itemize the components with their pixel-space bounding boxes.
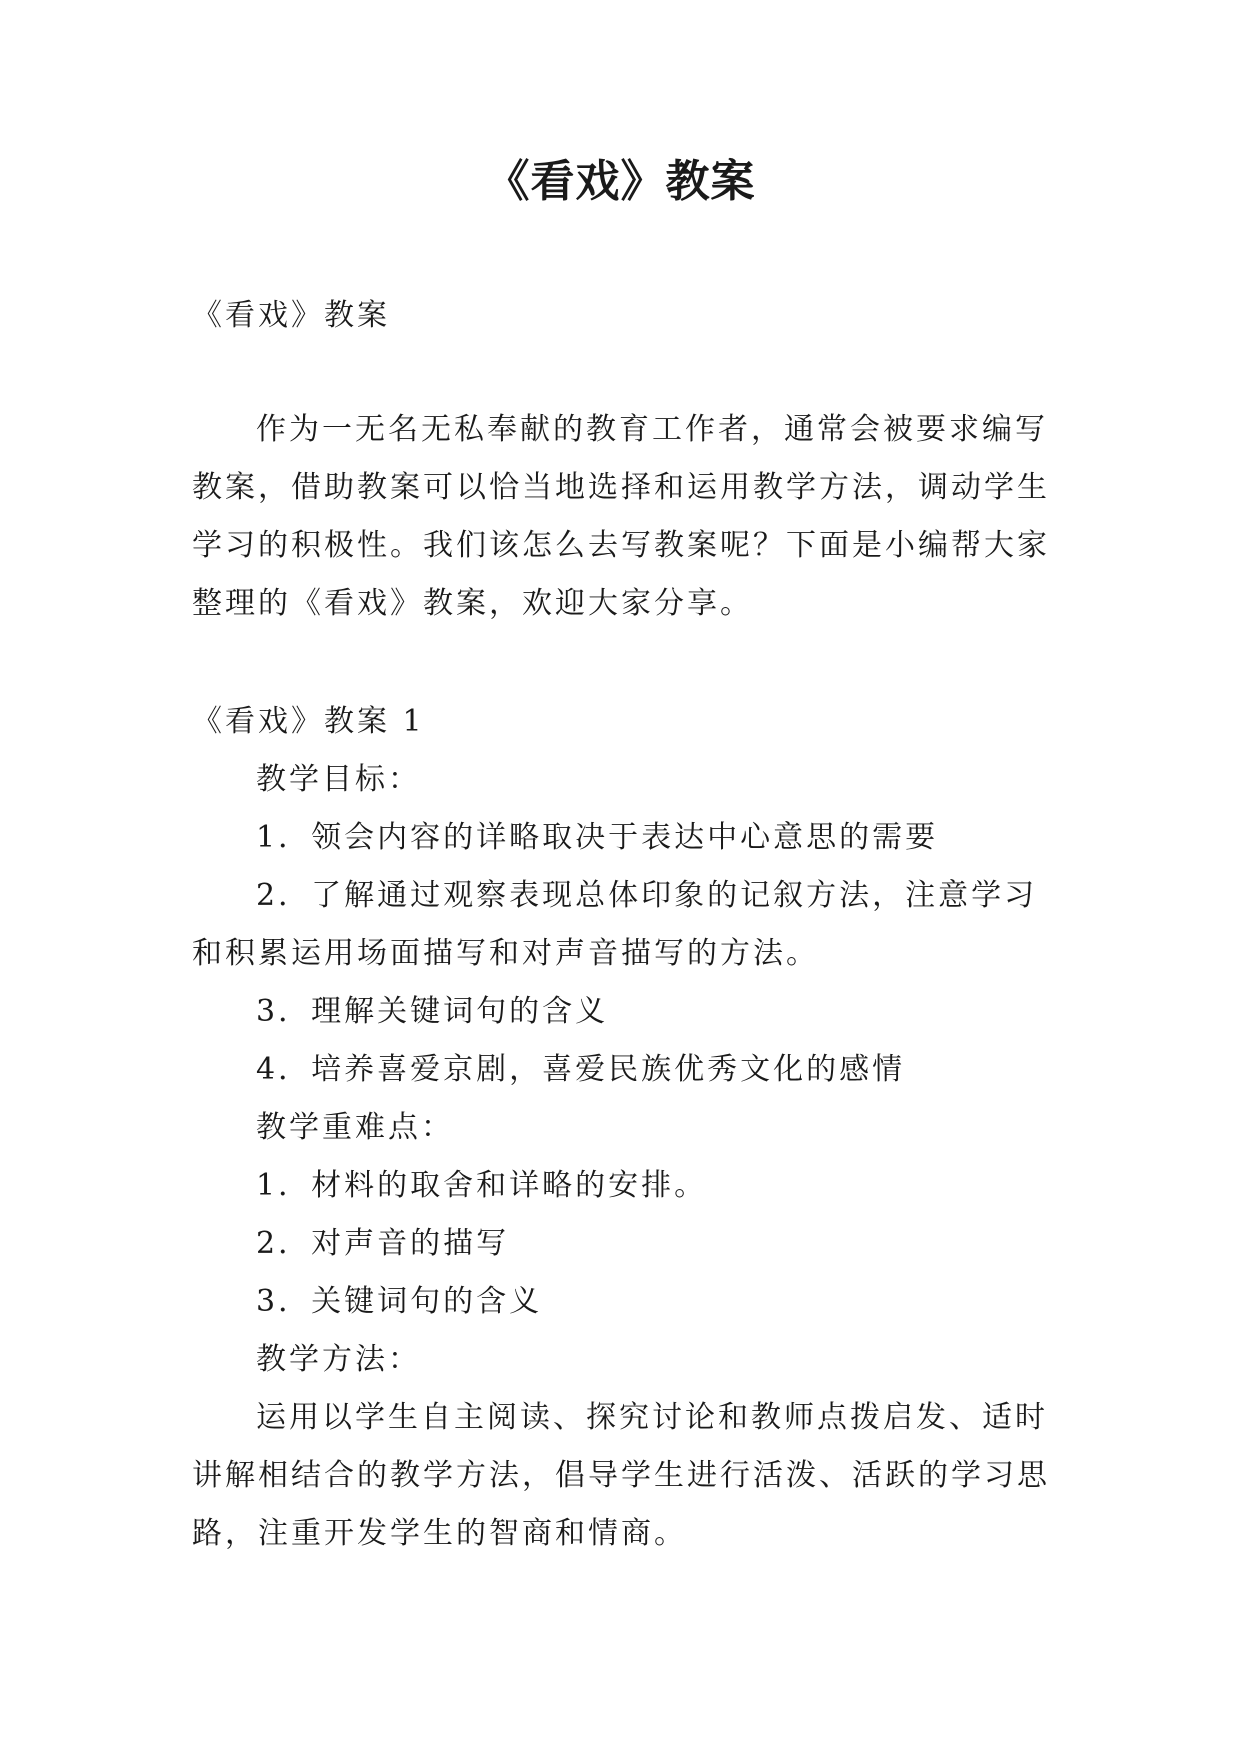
objective-item: 1．领会内容的详略取决于表达中心意思的需要 [256,820,939,855]
difficulties-heading: 教学重难点： [256,1110,454,1145]
objective-item: 和积累运用场面描写和对声音描写的方法。 [192,936,819,971]
methods-line: 讲解相结合的教学方法，倡导学生进行活泼、活跃的学习思 [192,1458,1050,1493]
intro-line: 整理的《看戏》教案，欢迎大家分享。 [192,586,753,621]
objective-item: 4．培养喜爱京剧，喜爱民族优秀文化的感情 [256,1052,906,1087]
difficulty-item: 3．关键词句的含义 [256,1284,543,1319]
document-title: 《看戏》教案 [485,156,756,207]
methods-line: 路，注重开发学生的智商和情商。 [192,1516,687,1551]
methods-heading: 教学方法： [256,1342,421,1377]
document-subtitle: 《看戏》教案 [192,298,390,333]
intro-line: 教案，借助教案可以恰当地选择和运用教学方法，调动学生 [192,470,1050,505]
difficulty-item: 2．对声音的描写 [256,1226,510,1261]
methods-line: 运用以学生自主阅读、探究讨论和教师点拨启发、适时 [256,1400,1048,1435]
intro-line: 学习的积极性。我们该怎么去写教案呢？下面是小编帮大家 [192,528,1050,563]
objective-item: 3．理解关键词句的含义 [256,994,609,1029]
intro-line: 作为一无名无私奉献的教育工作者，通常会被要求编写 [256,412,1048,447]
difficulty-item: 1．材料的取舍和详略的安排。 [256,1168,708,1203]
objective-item: 2．了解通过观察表现总体印象的记叙方法，注意学习 [256,878,1038,913]
objectives-heading: 教学目标： [256,762,421,797]
section-heading: 《看戏》教案 1 [192,704,425,739]
